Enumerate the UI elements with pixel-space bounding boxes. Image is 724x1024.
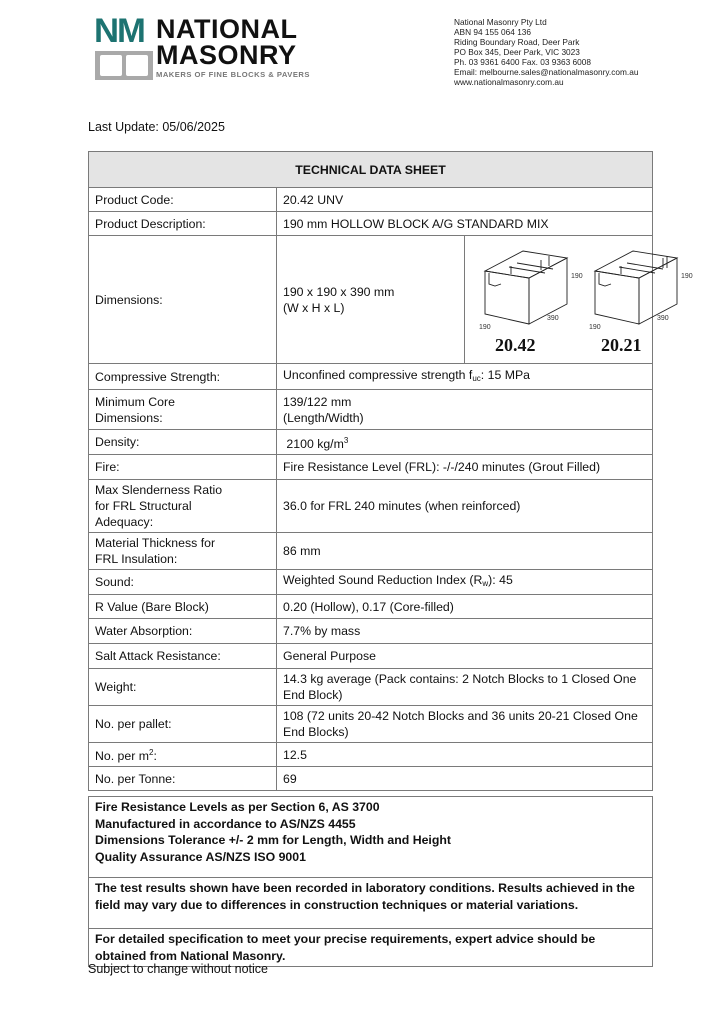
table-row	[89, 430, 653, 455]
weight-value: 14.3 kg average (Pack contains: 2 Notch Blocks to 1 Closed One End Block)	[277, 669, 653, 706]
nm-logo-mark	[94, 12, 154, 80]
logo-initials: NM	[94, 12, 144, 50]
fire-value: Fire Resistance Level (FRL): -/-/240 minutes (Grout Filled)	[277, 455, 653, 480]
technical-data-table	[88, 151, 693, 791]
row-label: Density:	[89, 430, 277, 455]
table-row	[89, 706, 653, 743]
standard-tolerance: Dimensions Tolerance +/- 2 mm for Length, Width and Height	[95, 833, 451, 847]
sound-value: Weighted Sound Reduction Index $(R_w)$: 45	[277, 570, 653, 595]
row-label: Minimum Core Dimensions:	[89, 390, 277, 430]
table-row	[89, 644, 653, 669]
width-dimension: 190	[479, 324, 491, 331]
row-label: Material Thickness for FRL Insulation:	[89, 533, 277, 570]
table-row	[89, 455, 653, 480]
contact-address: Riding Boundary Road, Deer Park	[454, 37, 580, 47]
contact-company: National Masonry Pty Ltd	[454, 17, 547, 27]
block-icon	[95, 51, 153, 80]
min-core-value: 139/122 mm (Length/Width)	[277, 390, 653, 430]
dimensions-order: (W x H x L)	[283, 300, 345, 315]
brand-tagline: MAKERS OF FINE BLOCKS & PAVERS	[156, 70, 310, 79]
table-row	[89, 480, 653, 533]
figure-code: 20.42	[495, 335, 536, 355]
row-label: Fire:	[89, 455, 277, 480]
row-label: Sound:	[89, 570, 277, 595]
standard-fire: Fire Resistance Levels as per Section 6, AS 3700	[95, 800, 380, 814]
row-label: Max Slenderness Ratio for FRL Structural Adequacy:	[89, 480, 277, 533]
contact-abn: ABN 94 155 064 136	[454, 27, 532, 37]
row-label: Product Description:	[89, 212, 277, 236]
table-row	[89, 364, 653, 390]
last-update: Last Update: 05/06/2025	[88, 120, 225, 134]
row-label: Weight:	[89, 669, 277, 706]
width-dimension: 190	[589, 324, 601, 331]
table-row	[89, 595, 653, 619]
contact-po-box: PO Box 345, Deer Park, VIC 3023	[454, 47, 580, 57]
table-row	[89, 669, 653, 706]
length-dimension: 390	[657, 315, 669, 322]
density-value: 2100 $kg/m^3$	[277, 430, 653, 455]
standard-manufacture: Manufactured in accordance to AS/NZS 4455	[95, 816, 356, 831]
product-description-value: 190 mm HOLLOW BLOCK A/G STANDARD MIX	[277, 212, 653, 236]
standards-note	[89, 797, 653, 878]
block-diagrams	[465, 236, 693, 364]
advice-note: For detailed specification to meet your precise requirements, expert advice should be obtained from National Masonry.	[89, 929, 653, 967]
dimensions-size: 190 x 190 x 390 mm	[283, 284, 395, 299]
contact-website[interactable]: www.nationalmasonry.com.au	[454, 77, 564, 87]
contact-email[interactable]: Email: melbourne.sales@nationalmasonry.com.au	[454, 67, 639, 77]
length-dimension: 390	[547, 315, 559, 322]
standard-quality: Quality Assurance AS/NZS ISO 9001	[95, 849, 306, 864]
row-label: Product Code:	[89, 188, 277, 212]
salt-attack-value: General Purpose	[277, 644, 653, 669]
company-logo	[94, 12, 316, 82]
slenderness-value: 36.0 for FRL 240 minutes (when reinforced)	[277, 480, 653, 533]
height-dimension: 190	[681, 273, 693, 280]
table-row	[89, 767, 653, 791]
table-row	[89, 236, 653, 364]
row-label: No. per pallet:	[89, 706, 277, 743]
table-row	[89, 212, 653, 236]
block-figure-20-21	[585, 236, 705, 363]
table-row	[89, 390, 653, 430]
figure-code: 20.21	[601, 335, 642, 355]
row-label: No. per $m^2$:	[89, 743, 277, 767]
row-label: Compressive Strength:	[89, 364, 277, 390]
compressive-strength-value: Unconfined compressive strength $f_{uc}$: 15 MPa	[277, 364, 653, 390]
product-code-value: 20.42 UNV	[277, 188, 653, 212]
per-tonne-value: 69	[277, 767, 653, 791]
material-thickness-value: 86 mm	[277, 533, 653, 570]
row-label: R Value (Bare Block)	[89, 595, 277, 619]
footer-note: Subject to change without notice	[88, 962, 268, 976]
dimensions-value	[277, 236, 465, 364]
table-row	[89, 533, 653, 570]
r-value-value: 0.20 (Hollow), 0.17 (Core-filled)	[277, 595, 653, 619]
table-row	[89, 619, 653, 644]
row-label: Salt Attack Resistance:	[89, 644, 277, 669]
brand-name-line1: NATIONAL	[156, 14, 298, 44]
notes-table	[88, 796, 653, 967]
row-label: Dimensions:	[89, 236, 277, 364]
table-title: TECHNICAL DATA SHEET	[89, 152, 653, 188]
height-dimension: 190	[571, 273, 583, 280]
table-row	[89, 188, 653, 212]
company-contact	[454, 17, 638, 87]
block-figure-20-42	[465, 236, 585, 363]
brand-name	[156, 16, 297, 68]
row-label: Water Absorption:	[89, 619, 277, 644]
table-row	[89, 743, 653, 767]
contact-phone: Ph. 03 9361 6400 Fax. 03 9363 6008	[454, 57, 592, 67]
per-m2-value: 12.5	[277, 743, 653, 767]
per-pallet-value: 108 (72 units 20-42 Notch Blocks and 36 units 20-21 Closed One End Blocks)	[277, 706, 653, 743]
row-label: No. per Tonne:	[89, 767, 277, 791]
disclaimer-note: The test results shown have been recorded in laboratory conditions. Results achieved in the field may vary due to differences in construction techniques or material variations.	[89, 878, 653, 929]
table-row	[89, 570, 653, 595]
closed-end-block-icon	[585, 236, 705, 336]
brand-name-line2: MASONRY	[156, 40, 297, 70]
water-absorption-value: 7.7% by mass	[277, 619, 653, 644]
